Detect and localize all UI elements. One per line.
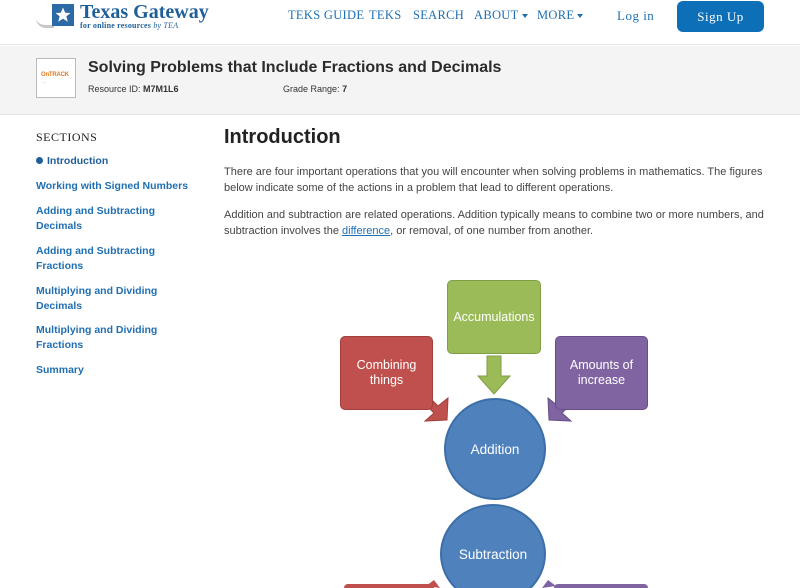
green-arrow-icon	[478, 356, 510, 394]
accumulations-box	[447, 280, 541, 354]
logo-title: Texas Gateway	[80, 1, 209, 23]
resource-id	[88, 84, 179, 94]
amounts-of-increase-label: Amounts of increase	[569, 358, 634, 387]
difference-link[interactable]: difference	[342, 225, 391, 237]
section-heading: Introduction	[224, 126, 341, 148]
logo-sub-by: by TEA	[153, 21, 179, 30]
addition-subtraction-paragraph	[224, 207, 770, 239]
bottom-purple-arrow-icon	[542, 580, 556, 588]
ontrack-logo	[36, 58, 76, 98]
resource-id-value: M7M1L6	[143, 84, 179, 94]
subtraction-label: Subtraction	[458, 546, 528, 562]
nav-more[interactable]	[537, 8, 583, 23]
grade-range-value: 7	[342, 84, 348, 94]
logo-sub-main: for online resources	[80, 21, 152, 30]
sidebar-item-introduction[interactable]	[36, 154, 206, 169]
sidebar-item-signed-numbers[interactable]: Working with Signed Numbers	[36, 180, 189, 192]
sidebar-item-multiplying-dividing-decimals[interactable]: Multiplying and Dividing Decimals	[36, 285, 158, 312]
bottom-red-box	[344, 584, 434, 588]
nav-more-label: MORE	[537, 8, 575, 22]
resource-title: Solving Problems that Include Fractions and Decimals	[88, 59, 502, 76]
nav-search[interactable]: SEARCH	[413, 8, 465, 22]
intro-paragraph: There are four important operations that you will encounter when solving problems in mathematics. The figures below indicate some of the actions in a problem that lead to different operations.	[224, 166, 763, 194]
chevron-down-icon	[577, 14, 583, 18]
sidebar-item-adding-subtracting-decimals[interactable]: Adding and Subtracting Decimals	[36, 205, 155, 232]
star-icon	[52, 4, 74, 26]
ontrack-logo-text: OnTRACK	[41, 72, 69, 78]
nav-teks[interactable]: TEKS	[369, 8, 402, 22]
combining-things-label: Combining things	[356, 358, 417, 387]
bottom-purple-box	[554, 584, 648, 588]
sidebar-item-multiplying-dividing-fractions[interactable]: Multiplying and Dividing Fractions	[36, 324, 158, 351]
accumulations-label: Accumulations	[453, 309, 535, 324]
nav-about[interactable]	[474, 8, 528, 23]
para2-text-after: , or removal, of one number from another.	[390, 225, 594, 237]
top-navbar	[0, 0, 800, 45]
ontrack-logo-tagline: —	[43, 80, 46, 84]
combining-things-box	[340, 336, 433, 410]
grade-range	[283, 84, 347, 94]
resource-header	[0, 46, 800, 115]
signup-button[interactable]: Sign Up	[677, 1, 764, 32]
logo-subtitle	[80, 21, 178, 30]
nav-teks-guide[interactable]: TEKS GUIDE	[288, 8, 365, 22]
addition-label: Addition	[470, 441, 520, 457]
login-link[interactable]: Log in	[617, 8, 655, 23]
operations-diagram	[330, 272, 670, 588]
site-logo[interactable]	[36, 0, 236, 36]
chevron-down-icon	[522, 14, 528, 18]
amounts-of-increase-box	[555, 336, 648, 410]
resource-id-label: Resource ID:	[88, 84, 141, 94]
sidebar-item-summary[interactable]: Summary	[36, 364, 84, 376]
nav-about-label: ABOUT	[474, 8, 519, 22]
para2-text-before: Addition and subtraction are related operations. Addition typically means to combine two or more numbers, and subtraction involves the	[224, 209, 764, 237]
grade-range-label: Grade Range:	[283, 84, 340, 94]
sections-heading: SECTIONS	[36, 130, 98, 144]
active-dot-icon	[36, 157, 43, 164]
addition-circle	[444, 398, 546, 500]
sidebar-item-label: Introduction	[47, 155, 109, 167]
sidebar-item-adding-subtracting-fractions[interactable]: Adding and Subtracting Fractions	[36, 245, 155, 272]
